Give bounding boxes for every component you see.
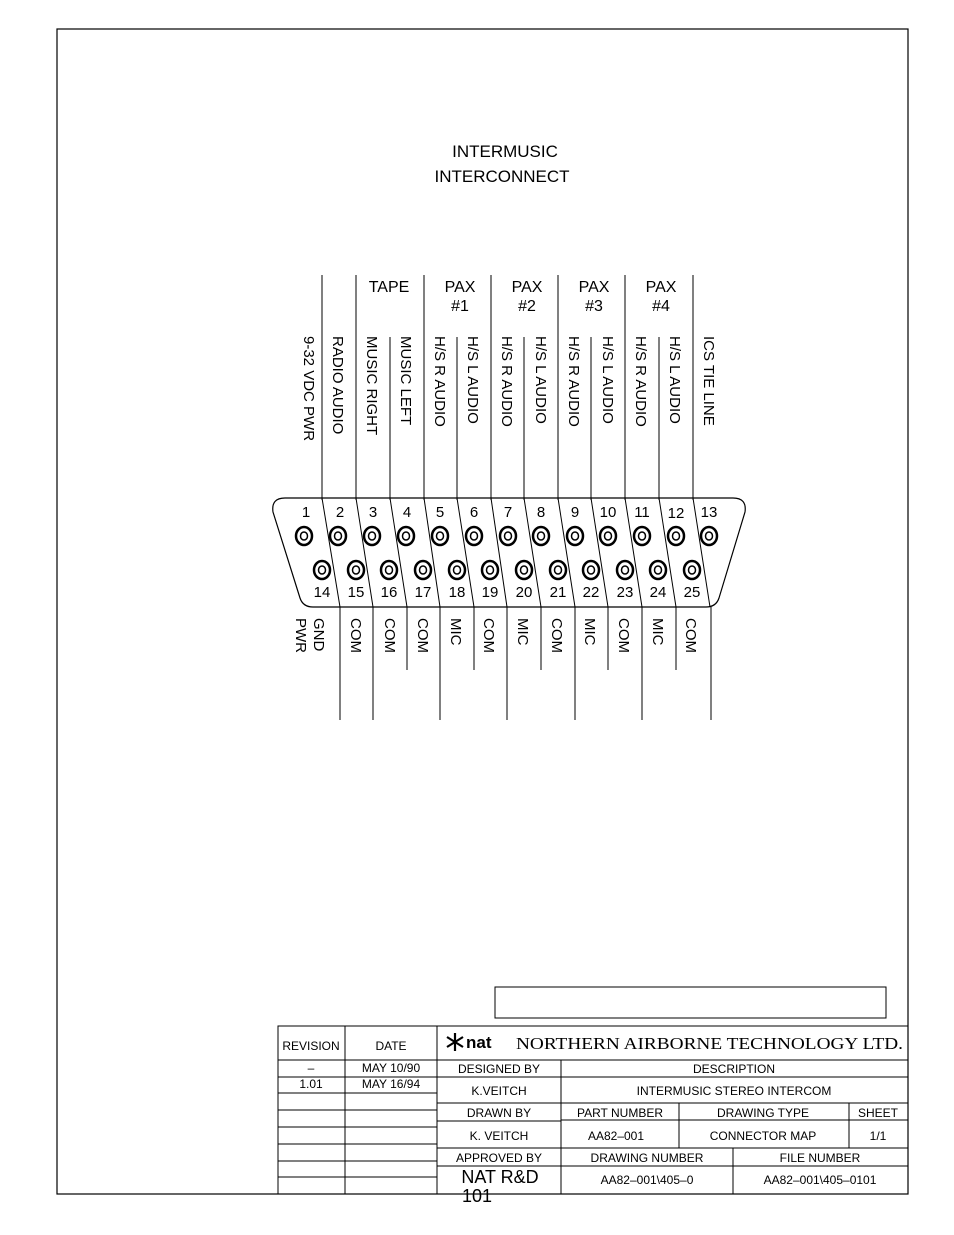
pin-9 xyxy=(567,527,583,545)
company-name: NORTHERN AIRBORNE TECHNOLOGY LTD. xyxy=(516,1034,903,1053)
pin1-label: 9-32 VDC PWR xyxy=(300,336,317,442)
top-pin-labels xyxy=(300,336,717,441)
pin4-label: MUSIC LEFT xyxy=(397,336,414,426)
title-line2: INTERCONNECT xyxy=(434,167,570,186)
description-value: INTERMUSIC STEREO INTERCOM xyxy=(636,1084,832,1098)
sheet-label: SHEET xyxy=(857,1106,899,1120)
revision-row-2-date: MAY 16/94 xyxy=(361,1077,421,1091)
description-label: DESCRIPTION xyxy=(692,1062,776,1076)
pin-1 xyxy=(296,527,312,545)
group-pax2-num: #2 xyxy=(518,298,536,315)
pin-7 xyxy=(500,527,516,545)
pin14-number: 14 xyxy=(313,584,331,601)
pin18-number: 18 xyxy=(448,584,466,601)
approved-by-label: APPROVED BY xyxy=(455,1151,543,1165)
group-pax2: PAX xyxy=(511,279,543,296)
group-tape: TAPE xyxy=(368,279,410,296)
pin-11 xyxy=(634,527,650,545)
pin-3 xyxy=(364,527,380,545)
revision-row-1-date: MAY 10/90 xyxy=(361,1061,421,1075)
pin5-label: H/S R AUDIO xyxy=(431,336,448,427)
pin18-label: MIC xyxy=(447,618,464,646)
pin20-label: MIC xyxy=(514,618,531,646)
approved-by-value: NAT R&D xyxy=(461,1167,539,1187)
date-header: DATE xyxy=(375,1039,407,1053)
drawing-type-value: CONNECTOR MAP xyxy=(709,1129,817,1143)
pin-21 xyxy=(550,561,566,579)
pin21-label: COM xyxy=(548,618,565,653)
group-pax4: PAX xyxy=(645,279,677,296)
pin7-label: H/S R AUDIO xyxy=(498,336,515,427)
top-pin-row xyxy=(296,527,717,545)
pin14-label-2: PWR xyxy=(292,618,309,653)
pin-22 xyxy=(583,561,599,579)
pin-10 xyxy=(600,527,616,545)
pin8-number: 8 xyxy=(536,504,546,521)
pin-6 xyxy=(466,527,482,545)
file-number-value: AA82–001\405–0101 xyxy=(763,1173,877,1187)
pin-8 xyxy=(533,527,549,545)
group-pax3: PAX xyxy=(578,279,610,296)
file-number-label: FILE NUMBER xyxy=(779,1151,861,1165)
drawing-number-label: DRAWING NUMBER xyxy=(590,1151,704,1165)
bottom-pin-row xyxy=(314,561,700,579)
pin20-number: 20 xyxy=(515,584,533,601)
revision-header: REVISION xyxy=(282,1039,340,1053)
pin13-label: ICS TIE LINE xyxy=(700,336,717,426)
drawn-by-value: K. VEITCH xyxy=(469,1129,529,1143)
pin-14 xyxy=(314,561,330,579)
notes-box xyxy=(495,987,886,1018)
pin5-number: 5 xyxy=(435,504,445,521)
logo-text: nat xyxy=(466,1033,492,1052)
pin15-label: COM xyxy=(347,618,364,653)
pin-24 xyxy=(650,561,666,579)
pin6-label: H/S L AUDIO xyxy=(464,336,481,424)
title-line1: INTERMUSIC xyxy=(452,142,558,161)
pin9-label: H/S R AUDIO xyxy=(565,336,582,427)
pin-12 xyxy=(668,527,684,545)
pin2-number: 2 xyxy=(335,504,345,521)
pin17-number: 17 xyxy=(414,584,432,601)
pin24-label: MIC xyxy=(649,618,666,646)
pin-5 xyxy=(432,527,448,545)
part-number-label: PART NUMBER xyxy=(576,1106,664,1120)
pin15-number: 15 xyxy=(347,584,365,601)
pin10-label: H/S L AUDIO xyxy=(599,336,616,424)
sheet-value: 1/1 xyxy=(869,1129,887,1143)
drawing-type-label: DRAWING TYPE xyxy=(716,1106,810,1120)
pin16-number: 16 xyxy=(380,584,398,601)
pin22-number: 22 xyxy=(582,584,600,601)
pin8-label: H/S L AUDIO xyxy=(532,336,549,424)
pin9-number: 9 xyxy=(570,504,580,521)
drawn-by-label: DRAWN BY xyxy=(466,1106,532,1120)
pin-2 xyxy=(330,527,346,545)
asterisk-icon xyxy=(447,1033,463,1051)
pin3-number: 3 xyxy=(368,504,378,521)
revision-table xyxy=(282,1039,420,1091)
pin-13 xyxy=(701,527,717,545)
group-pax3-num: #3 xyxy=(585,298,603,315)
pin-19 xyxy=(482,561,498,579)
pin23-number: 23 xyxy=(616,584,634,601)
pin21-number: 21 xyxy=(549,584,567,601)
revision-row-1-rev: – xyxy=(307,1061,315,1075)
pin12-number: 12 xyxy=(667,505,685,522)
designed-by-label: DESIGNED BY xyxy=(457,1062,541,1076)
pin3-label: MUSIC RIGHT xyxy=(363,336,380,436)
pin-23 xyxy=(617,561,633,579)
pin25-number: 25 xyxy=(683,584,701,601)
pin-25 xyxy=(684,561,700,579)
company-logo xyxy=(447,1033,492,1052)
pin11-label: H/S R AUDIO xyxy=(632,336,649,427)
pin6-number: 6 xyxy=(469,504,479,521)
pin12-label: H/S L AUDIO xyxy=(666,336,683,424)
pin-15 xyxy=(348,561,364,579)
pin-4 xyxy=(398,527,414,545)
pin-16 xyxy=(381,561,397,579)
pin25-label: COM xyxy=(682,618,699,653)
sheet-border xyxy=(57,29,908,1194)
designed-by-value: K.VEITCH xyxy=(471,1084,527,1098)
pin1-number: 1 xyxy=(301,504,311,521)
drawing-number-value: AA82–001\405–0 xyxy=(600,1173,694,1187)
pin19-number: 19 xyxy=(481,584,499,601)
group-headers xyxy=(369,279,677,315)
pin24-number: 24 xyxy=(649,584,667,601)
pin-20 xyxy=(516,561,532,579)
pin4-number: 4 xyxy=(402,504,412,521)
pin14-label: GND xyxy=(310,618,327,652)
pin23-label: COM xyxy=(615,618,632,653)
pin11-number: 11 xyxy=(634,504,650,521)
pin17-label: COM xyxy=(414,618,431,653)
pin-17 xyxy=(415,561,431,579)
pin16-label: COM xyxy=(381,618,398,653)
page-number: 101 xyxy=(461,1186,493,1206)
pin2-label: RADIO AUDIO xyxy=(329,336,346,435)
pin19-label: COM xyxy=(480,618,497,653)
pin7-number: 7 xyxy=(503,504,513,521)
part-number-value: AA82–001 xyxy=(587,1129,645,1143)
bottom-pin-labels xyxy=(292,618,699,653)
pin-18 xyxy=(449,561,465,579)
revision-row-2-rev: 1.01 xyxy=(299,1077,323,1091)
pin22-label: MIC xyxy=(581,618,598,646)
pin10-number: 10 xyxy=(599,504,617,521)
group-pax1: PAX xyxy=(444,279,476,296)
top-pin-numbers xyxy=(302,504,718,522)
pin13-number: 13 xyxy=(700,504,718,521)
title-block-fields xyxy=(456,1062,899,1187)
group-pax4-num: #4 xyxy=(652,298,670,315)
group-pax1-num: #1 xyxy=(451,298,469,315)
